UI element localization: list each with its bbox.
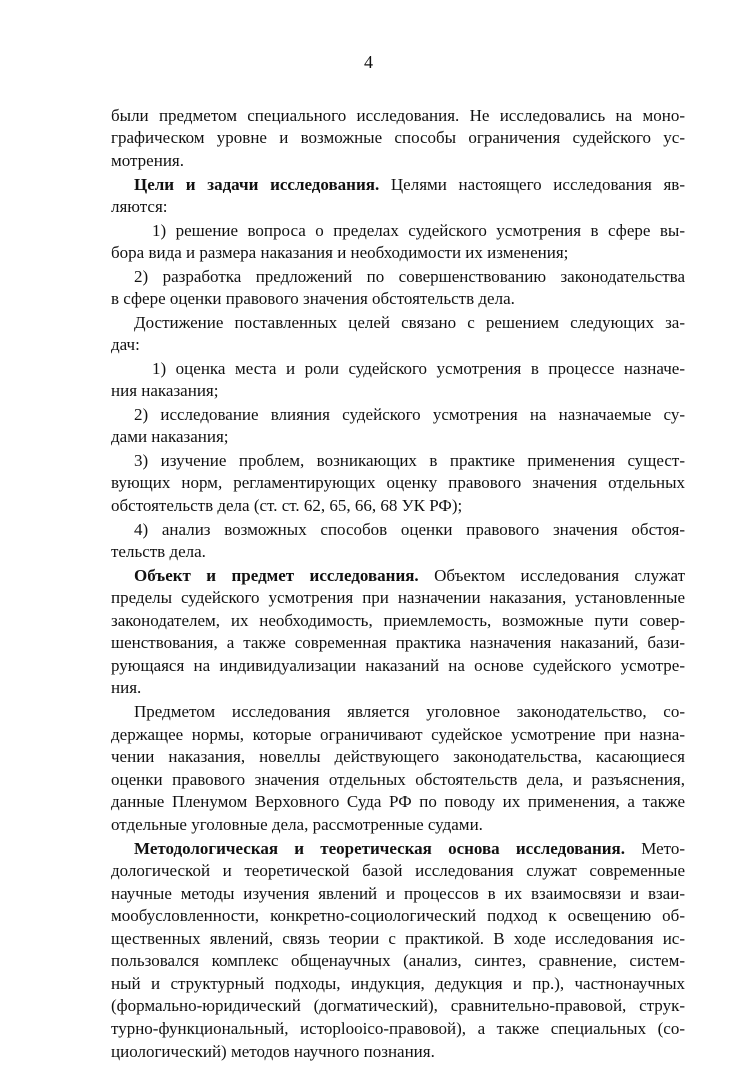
section-heading-line bbox=[134, 565, 685, 587]
text-line: мообусловленности, конкретно-социологический подход к освещению об- bbox=[111, 906, 685, 925]
text-line: Предметом исследования является уголовное законодательство, со- bbox=[134, 702, 685, 721]
text-fragment: Мето- bbox=[625, 839, 685, 858]
text-line: научные методы изучения явлений и процессов в их взаимосвязи и взаи- bbox=[111, 884, 685, 903]
page-number: 4 bbox=[364, 52, 373, 72]
text-fragment: Целями настоящего исследования яв- bbox=[379, 175, 686, 194]
section-heading-line bbox=[134, 174, 685, 196]
text-line: графическом уровне и возможные способы ограничения судейского ус- bbox=[111, 128, 685, 147]
text-line: пределы судейского усмотрения при назначении наказания, установленные bbox=[111, 588, 685, 607]
text-line: 3) изучение проблем, возникающих в практике применения сущест- bbox=[134, 451, 685, 470]
text-line: держащее нормы, которые ограничивают судейское усмотрение при назна- bbox=[111, 725, 685, 744]
text-line: 2) исследование влияния судейского усмотрения на назначаемые су- bbox=[134, 405, 685, 424]
text-line: ния наказания; bbox=[111, 381, 219, 400]
text-line: 1) оценка места и роли судейского усмотрения в процессе назначе- bbox=[152, 359, 685, 378]
text-line: дами наказания; bbox=[111, 427, 229, 446]
text-line: данные Пленумом Верховного Суда РФ по поводу их применения, а также bbox=[111, 792, 685, 811]
text-line: ния. bbox=[111, 678, 142, 697]
text-line: ный и структурный подходы, индукция, дедукция и пр.), частнонаучных bbox=[111, 974, 685, 993]
text-line: 4) анализ возможных способов оценки правового значения обстоя- bbox=[134, 520, 685, 539]
text-line: пользовался комплекс общенаучных (анализ, синтез, сравнение, систем- bbox=[111, 951, 685, 970]
text-line: дач: bbox=[111, 335, 140, 354]
text-line: Достижение поставленных целей связано с решением следующих за- bbox=[134, 313, 685, 332]
text-line: циологический) методов научного познания. bbox=[111, 1042, 435, 1061]
text-line: оценки правового значения отдельных обстоятельств дела, и разъяснения, bbox=[111, 770, 685, 789]
text-line: обстоятельств дела (ст. ст. 62, 65, 66, 68 УК РФ); bbox=[111, 496, 463, 515]
text-line: законодателем, их необходимость, приемлемость, возможные пути совер- bbox=[111, 611, 685, 630]
text-line: отдельные уголовные дела, рассмотренные судами. bbox=[111, 815, 483, 834]
text-line: чении наказания, новеллы действующего законодательства, касающиеся bbox=[111, 747, 685, 766]
text-line: рующаяся на индивидуализации наказаний на основе судейского усмотре- bbox=[111, 656, 685, 675]
section-heading: Цели и задачи исследования. bbox=[134, 175, 380, 194]
text-line: дологической и теоретической базой исследования служат современные bbox=[111, 861, 685, 880]
text-fragment: Объектом исследования служат bbox=[418, 566, 685, 585]
section-heading: Объект и предмет исследования. bbox=[134, 566, 419, 585]
text-line: были предметом специального исследования. Не исследовались на моно- bbox=[111, 106, 685, 125]
text-line: шенствования, а также современная практика назначения наказаний, бази- bbox=[111, 633, 685, 652]
text-line: вующих норм, регламентирующих оценку правового значения отдельных bbox=[111, 473, 685, 492]
text-line: тельств дела. bbox=[111, 542, 206, 561]
text-line: 1) решение вопроса о пределах судейского усмотрения в сфере вы- bbox=[152, 221, 685, 240]
text-line: щественных явлений, связь теории с практикой. В ходе исследования ис- bbox=[111, 929, 685, 948]
section-heading-line bbox=[134, 838, 685, 860]
text-line: в сфере оценки правового значения обстоятельств дела. bbox=[111, 289, 515, 308]
text-line: мотрения. bbox=[111, 151, 184, 170]
section-heading: Методологическая и теоретическая основа исследования. bbox=[134, 839, 625, 858]
text-line: (формально-юридический (догматический), сравнительно-правовой, струк- bbox=[111, 996, 685, 1015]
text-line: турно-функциональный, исторlooico-правовой), а также специальных (со- bbox=[111, 1019, 685, 1038]
text-line: бора вида и размера наказания и необходимости их изменения; bbox=[111, 243, 569, 262]
text-line: ляются: bbox=[111, 197, 168, 216]
text-line: 2) разработка предложений по совершенствованию законодательства bbox=[134, 267, 685, 286]
